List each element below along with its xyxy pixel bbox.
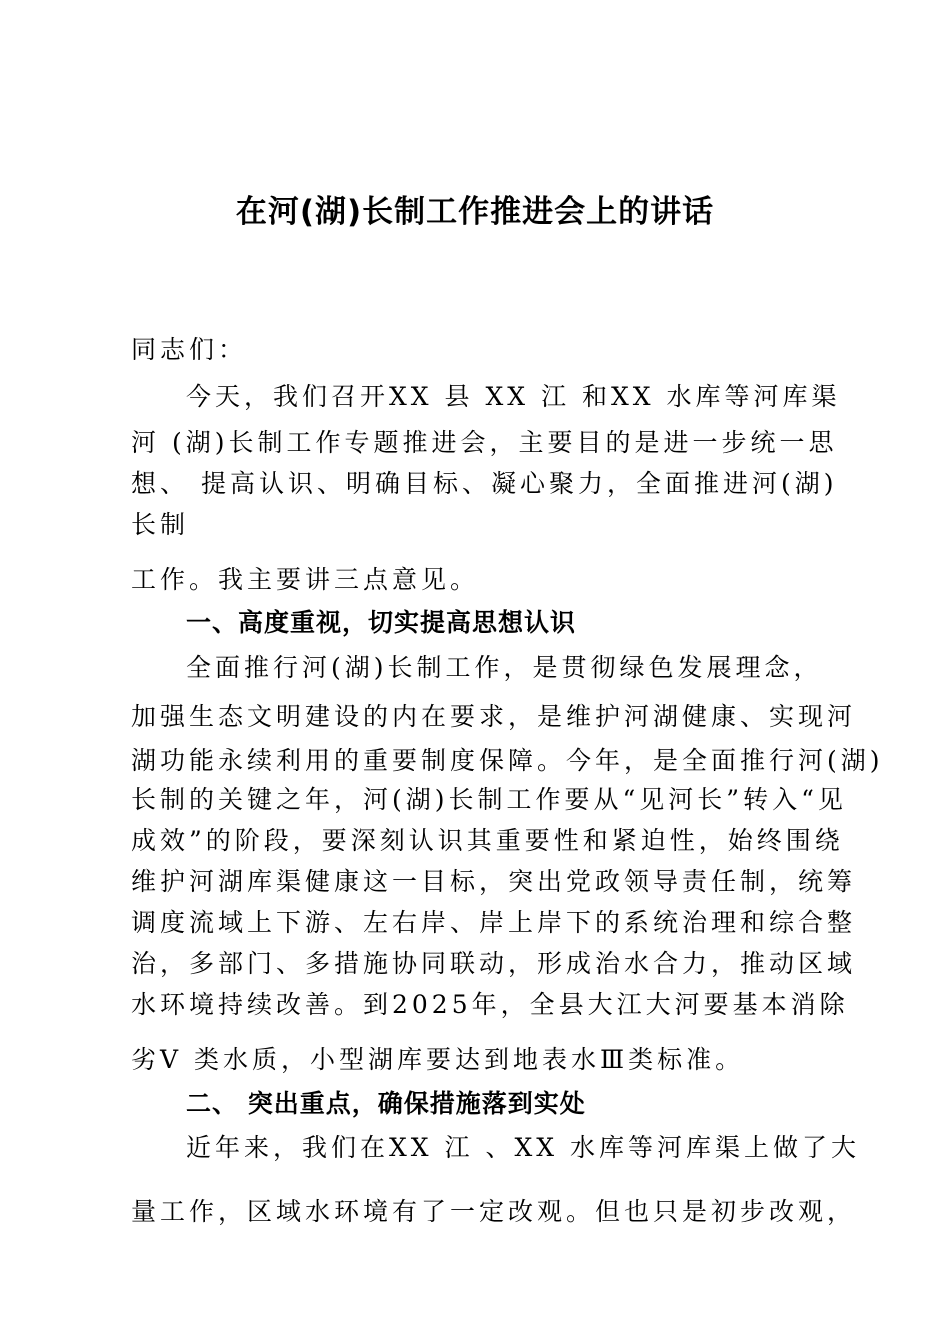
paragraph-line: 全面推行河(湖)长制工作，是贯彻绿色发展理念， — [186, 653, 823, 682]
paragraph-line: 长制 — [131, 510, 190, 539]
paragraph-line: 劣Ⅴ 类水质，小型湖库要达到地表水Ⅲ类标准。 — [131, 1045, 745, 1074]
paragraph-line: 调度流域上下游、左右岸、岸上岸下的系统治理和综合整 — [131, 908, 857, 937]
paragraph-line: 水环境持续改善。到2025年，全县大江大河要基本消除 — [131, 990, 849, 1019]
paragraph-line: 量工作，区域水环境有了一定改观。但也只是初步改观， — [131, 1197, 857, 1226]
paragraph-line: 河 (湖)长制工作专题推进会，主要目的是进一步统一思 — [131, 428, 838, 457]
paragraph-line: 长制的关键之年，河(湖)长制工作要从“见河长”转入“见 — [131, 785, 847, 814]
document-title: 在河(湖)长制工作推进会上的讲话 — [235, 194, 715, 230]
paragraph-line: 想、 提高认识、明确目标、凝心聚力，全面推进河(湖) — [131, 469, 838, 498]
salutation: 同志们： — [131, 335, 248, 364]
paragraph-line: 工作。我主要讲三点意见。 — [131, 565, 480, 594]
paragraph-line: 维护河湖库渠健康这一目标，突出党政领导责任制，统筹 — [131, 867, 857, 896]
paragraph-line: 治，多部门、多措施协同联动，形成治水合力，推动区域 — [131, 949, 857, 978]
paragraph-line: 湖功能永续利用的重要制度保障。今年，是全面推行河(湖) — [131, 746, 884, 775]
paragraph-line: 近年来，我们在XX 江 、XX 水库等河库渠上做了大 — [186, 1133, 861, 1162]
paragraph-line: 加强生态文明建设的内在要求，是维护河湖健康、实现河 — [131, 702, 857, 731]
paragraph-line: 成效”的阶段，要深刻认识其重要性和紧迫性，始终围绕 — [131, 826, 844, 855]
section-heading-2: 二、 突出重点，确保措施落到实处 — [186, 1089, 586, 1118]
section-heading-1: 一、高度重视，切实提高思想认识 — [186, 608, 577, 637]
paragraph-line: 今天，我们召开XX 县 XX 江 和XX 水库等河库渠 — [186, 382, 841, 411]
